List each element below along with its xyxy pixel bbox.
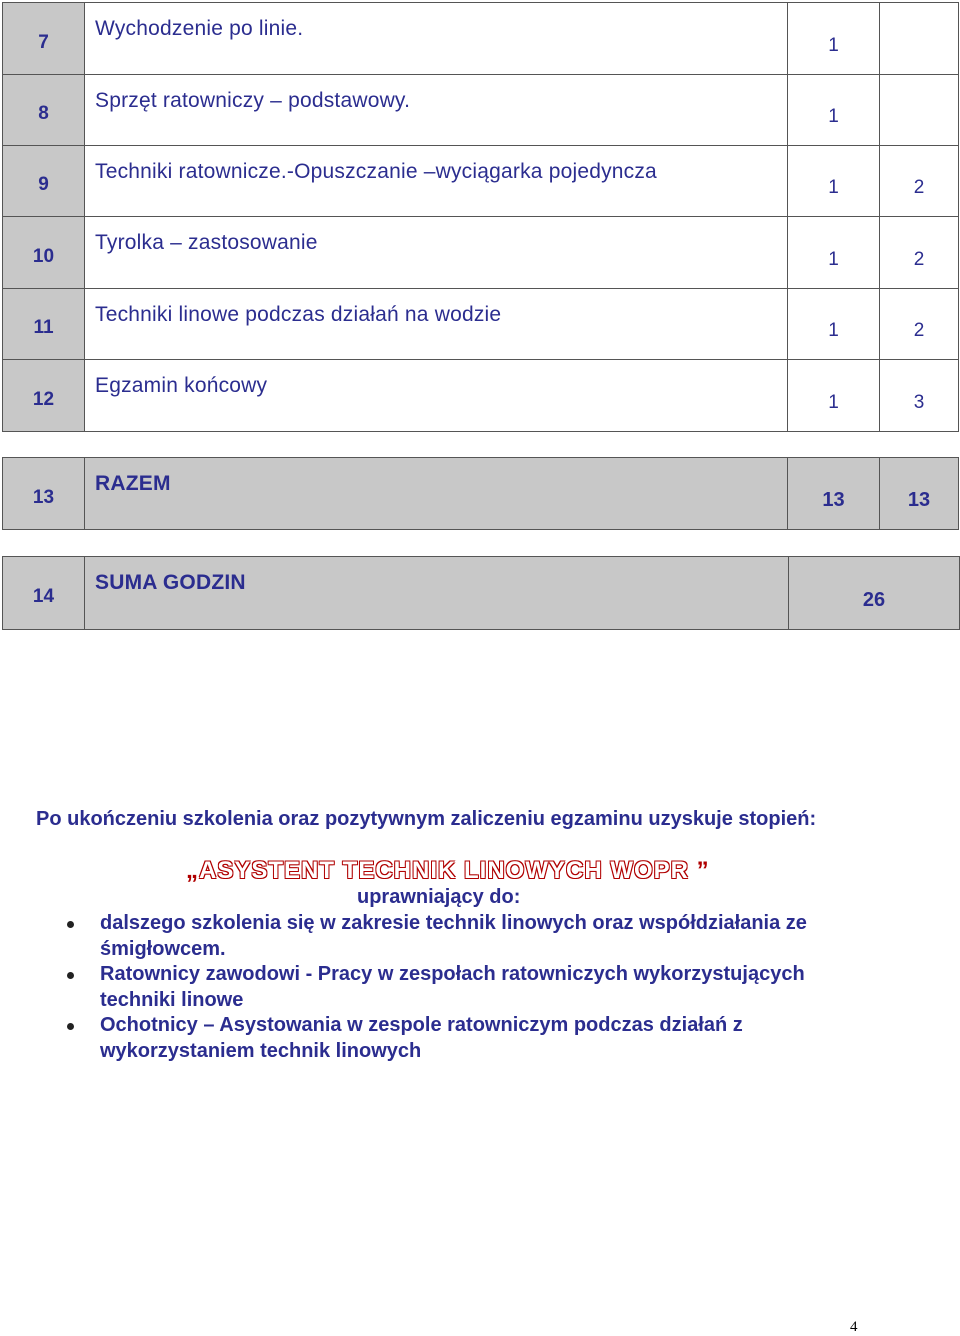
row-number: 7: [3, 3, 85, 75]
row-hours-1: 1: [788, 3, 880, 75]
table-row: [3, 217, 959, 289]
table-row: [3, 75, 959, 146]
row-topic: Techniki ratownicze.-Opuszczanie –wyciągarka pojedyncza: [85, 146, 788, 217]
row-hours-2: 3: [880, 360, 959, 432]
row-topic: Techniki linowe podczas działań na wodzie: [85, 289, 788, 360]
open-quote: „: [186, 857, 199, 884]
qualification-list: [60, 911, 880, 1064]
row-hours-1: 1: [788, 360, 880, 432]
row-hours-2: [880, 75, 959, 146]
list-item-text: Ratownicy zawodowi - Pracy w zespołach ratowniczych wykorzystujących techniki linowe: [100, 963, 805, 1011]
table-row: [3, 360, 959, 432]
row-number: 11: [3, 289, 85, 360]
row-topic: Sprzęt ratowniczy – podstawowy.: [85, 75, 788, 146]
row-hours-2: 2: [880, 289, 959, 360]
table-row: [3, 289, 959, 360]
bullet-icon: [67, 1023, 74, 1030]
total-row: [3, 458, 959, 530]
row-number: 9: [3, 146, 85, 217]
sum-label: SUMA GODZIN: [85, 557, 789, 630]
row-hours-2: [880, 3, 959, 75]
row-topic: Wychodzenie po linie.: [85, 3, 788, 75]
sum-number: 14: [3, 557, 85, 630]
qualifies-label: uprawniający do:: [357, 886, 521, 908]
page-number: 4: [850, 1319, 858, 1335]
list-item-text: dalszego szkolenia się w zakresie technik linowych oraz współdziałania ze śmigłowcem.: [100, 912, 807, 960]
list-item: [60, 962, 880, 1013]
row-hours-1: 1: [788, 289, 880, 360]
sum-hours: 26: [789, 557, 960, 630]
total-number: 13: [3, 458, 85, 530]
degree-title-line: [186, 857, 710, 887]
sum-row: [3, 557, 960, 630]
lessons-table: [2, 2, 959, 432]
row-number: 12: [3, 360, 85, 432]
row-hours-2: 2: [880, 217, 959, 289]
bullet-icon: [67, 921, 74, 928]
list-item: [60, 911, 880, 962]
row-topic: Tyrolka – zastosowanie: [85, 217, 788, 289]
close-quote: ”: [689, 857, 710, 884]
row-number: 8: [3, 75, 85, 146]
table-row: [3, 146, 959, 217]
row-hours-1: 1: [788, 75, 880, 146]
total-table: [2, 457, 959, 530]
degree-title: ASYSTENT TECHNIK LINOWYCH WOPR: [199, 857, 689, 884]
row-topic: Egzamin końcowy: [85, 360, 788, 432]
bullet-icon: [67, 972, 74, 979]
row-hours-1: 1: [788, 146, 880, 217]
row-hours-1: 1: [788, 217, 880, 289]
sum-table: [2, 556, 960, 630]
total-hours-2: 13: [880, 458, 959, 530]
total-hours-1: 13: [788, 458, 880, 530]
table-row: [3, 3, 959, 75]
row-number: 10: [3, 217, 85, 289]
list-item-text: Ochotnicy – Asystowania w zespole ratowniczym podczas działań z wykorzystaniem technik linowych: [100, 1014, 743, 1062]
total-label: RAZEM: [85, 458, 788, 530]
list-item: [60, 1013, 880, 1064]
row-hours-2: 2: [880, 146, 959, 217]
completion-intro: Po ukończeniu szkolenia oraz pozytywnym zaliczeniu egzaminu uzyskuje stopień:: [36, 808, 817, 830]
